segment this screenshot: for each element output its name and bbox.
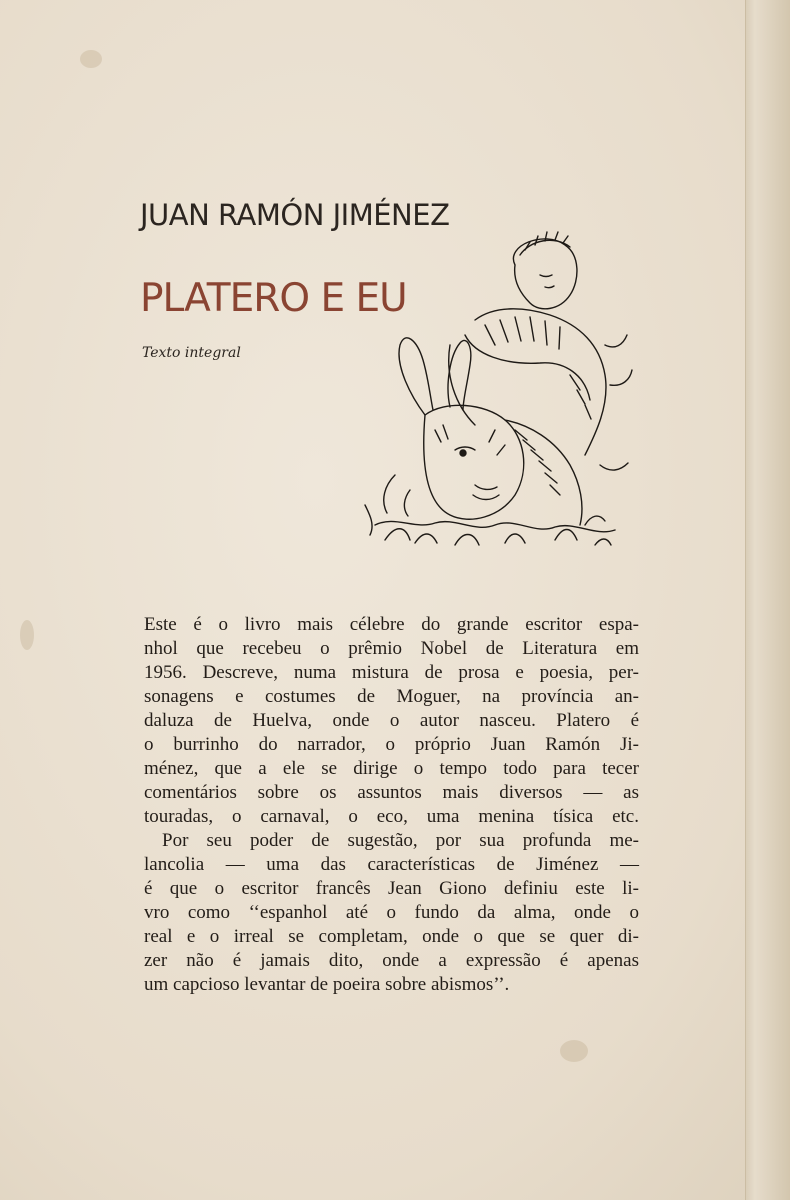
description-line: é que o escritor francês Jean Giono definiu este li- — [144, 878, 639, 899]
description-line: Este é o livro mais célebre do grande escritor espa- — [144, 614, 639, 635]
description-line: vro como ‘‘espanhol até o fundo da alma, onde o — [144, 902, 639, 923]
description-line: ménez, que a ele se dirige o tempo todo para tecer — [144, 758, 639, 779]
description-line: nhol que recebeu o prêmio Nobel de Literatura em — [144, 638, 639, 659]
description-line: sonagens e costumes de Moguer, na província an- — [144, 686, 639, 707]
paper-stain — [560, 1040, 588, 1062]
edition-note: Texto integral — [142, 345, 241, 361]
description-line: daluza de Huelva, onde o autor nasceu. Platero é — [144, 710, 639, 731]
description-line: um capcioso levantar de poeira sobre abismos’’. — [144, 974, 510, 995]
book-title: PLATERO E EU — [140, 276, 407, 321]
description-line: real e o irreal se completam, onde o que se quer di- — [144, 926, 639, 947]
book-description — [144, 613, 639, 997]
paper-stain — [80, 50, 102, 68]
description-line: zer não é jamais dito, onde a expressão é apenas — [144, 950, 639, 971]
paper-stain — [20, 620, 34, 650]
description-line: comentários sobre os assuntos mais diversos — as — [144, 782, 639, 803]
description-line: touradas, o carnaval, o eco, uma menina tísica etc. — [144, 806, 639, 827]
description-line: lancolia — uma das características de Jiménez — — [144, 854, 639, 875]
man-and-donkey-illustration — [355, 225, 645, 565]
description-line: Por seu poder de sugestão, por sua profunda me- — [162, 830, 639, 851]
description-line: o burrinho do narrador, o próprio Juan Ramón Ji- — [144, 734, 639, 755]
description-line: 1956. Descreve, numa mistura de prosa e poesia, per- — [144, 662, 639, 683]
author-name: JUAN RAMÓN JIMÉNEZ — [140, 198, 450, 232]
page-edge — [745, 0, 790, 1200]
